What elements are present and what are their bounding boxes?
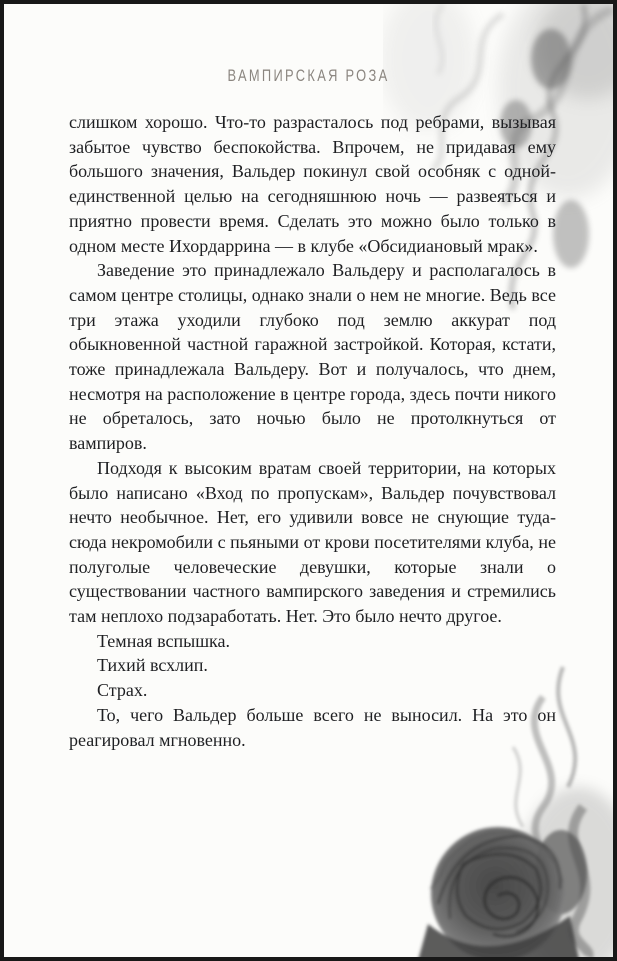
- paragraph: Подходя к высоким вратам своей территории, на которых было написано «Вход по пропускам», Вальдер почувствовал нечто необычное. Нет, его удивили вовсе не снующие туда-сюда некромобили с пьяными от крови посетителями клуба, не полуголые человеческие девушки, которые знали о существовании частного вампирского заведения и стремились там неплохо подзаработать. Нет. Это было нечто другое.: [69, 457, 556, 627]
- paragraph: Темная вспышка.: [97, 630, 231, 651]
- paragraph: Тихий всхлип.: [97, 655, 208, 676]
- paragraph: Заведение это принадлежало Вальдеру и располагалось в самом центре столицы, однако знали о нем не многие. Ведь все три этажа уходили глубоко под землю аккурат под обыкновенной частной гаражной застройкой. Которая, кстати, тоже принадлежала Вальдеру. Вот и получалось, что днем, несмотря на расположение в центре города, здесь почти никого не обреталось, зато ночью было не протолкнуться от вампиров.: [69, 260, 556, 454]
- paragraph: слишком хорошо. Что-то разрасталось под ребрами, вызывая забытое чувство беспокойства. Впрочем, не придавая ему большого значения, Вальдер покинул свой особняк с одной-единственной целью на сегодняшнюю ночь — развеяться и приятно провести время. Сделать это можно было только в одном месте Ихордаррина — в клубе «Обсидиановый мрак».: [69, 112, 556, 256]
- paragraph: Страх.: [97, 680, 148, 701]
- chapter-text: [69, 110, 556, 752]
- running-title: ВАМПИРСКАЯ РОЗА: [227, 65, 390, 85]
- paragraph: То, чего Вальдер больше всего не выносил. На это он реагировал мгновенно.: [69, 704, 556, 750]
